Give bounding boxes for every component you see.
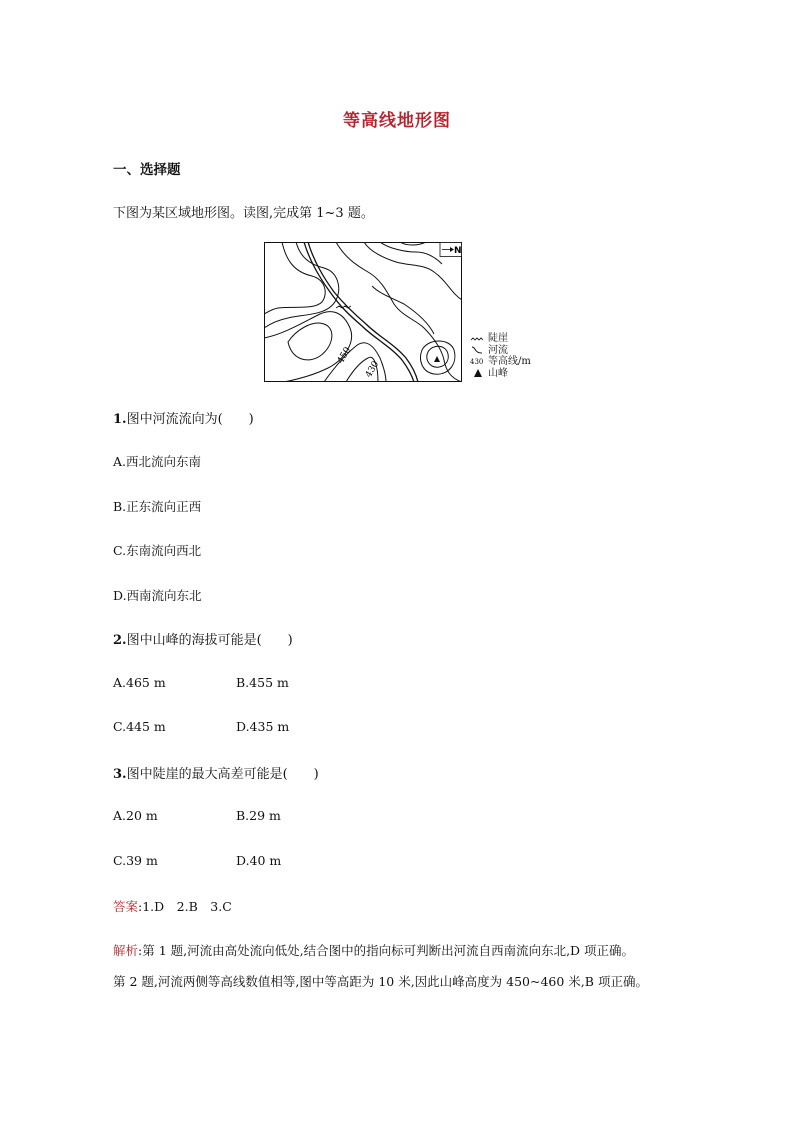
legend-item-river xyxy=(470,345,531,357)
answer-label: 答案 xyxy=(113,899,139,914)
peak-icon xyxy=(470,368,486,378)
river-icon xyxy=(470,345,486,355)
contour-label-450: 450 xyxy=(335,345,354,366)
legend-label: 陡崖 xyxy=(488,333,508,344)
question-number: 3. xyxy=(113,767,127,782)
contour-icon xyxy=(470,357,486,367)
legend-item-contour xyxy=(470,356,531,368)
q3-option-c: C.39 m xyxy=(113,853,158,868)
question-stem: 图中陡崖的最大高差可能是( ) xyxy=(126,767,319,782)
cliff-icon xyxy=(470,334,486,344)
legend-item-cliff xyxy=(470,333,531,345)
legend-label: 山峰 xyxy=(488,367,508,379)
north-label: N xyxy=(454,246,462,256)
answer-line xyxy=(113,897,232,915)
q2-option-d: D.435 m xyxy=(236,719,290,734)
q1-option-b: B.正东流向正西 xyxy=(113,499,202,514)
contour-sample-value: 430 xyxy=(470,357,484,366)
q1-option-d: D.西南流向东北 xyxy=(113,588,202,603)
legend-label: 河流 xyxy=(488,344,508,356)
analysis-line-1 xyxy=(113,941,634,959)
question-number: 1. xyxy=(113,412,127,427)
q1-option-c: C.东南流向西北 xyxy=(113,543,202,558)
question-number: 2. xyxy=(113,633,127,648)
question-stem: 图中山峰的海拔可能是( ) xyxy=(126,633,293,648)
question-3 xyxy=(113,763,319,782)
map-legend xyxy=(470,333,531,379)
q2-option-c: C.445 m xyxy=(113,719,166,734)
legend-item-peak xyxy=(470,368,531,380)
q3-option-b: B.29 m xyxy=(236,808,281,823)
question-1 xyxy=(113,408,254,427)
q1-option-a: A.西北流向东南 xyxy=(113,454,202,469)
q2-option-a: A.465 m xyxy=(113,675,166,690)
contour-map xyxy=(264,242,462,382)
analysis-line-2: 第 2 题,河流两侧等高线数值相等,图中等高距为 10 米,因此山峰高度为 450~460 米,B 项正确。 xyxy=(113,974,648,989)
analysis-label: 解析 xyxy=(113,943,139,958)
contour-label-430: 430 xyxy=(363,359,382,380)
page-title: 等高线地形图 xyxy=(343,111,451,131)
section-heading: 一、选择题 xyxy=(113,162,181,178)
answer-text: :1.D 2.B 3.C xyxy=(138,899,232,914)
question-2 xyxy=(113,629,293,648)
question-stem: 图中河流流向为( ) xyxy=(126,412,254,427)
intro-text: 下图为某区域地形图。读图,完成第 1~3 题。 xyxy=(113,206,374,221)
q2-option-b: B.455 m xyxy=(236,675,289,690)
analysis-text-1: :第 1 题,河流由高处流向低处,结合图中的指向标可判断出河流自西南流向东北,D 项正确。 xyxy=(138,943,635,958)
q3-option-a: A.20 m xyxy=(113,808,158,823)
legend-label: 等高线/m xyxy=(488,356,531,367)
q3-option-d: D.40 m xyxy=(236,853,282,868)
north-arrow-icon xyxy=(440,243,462,257)
